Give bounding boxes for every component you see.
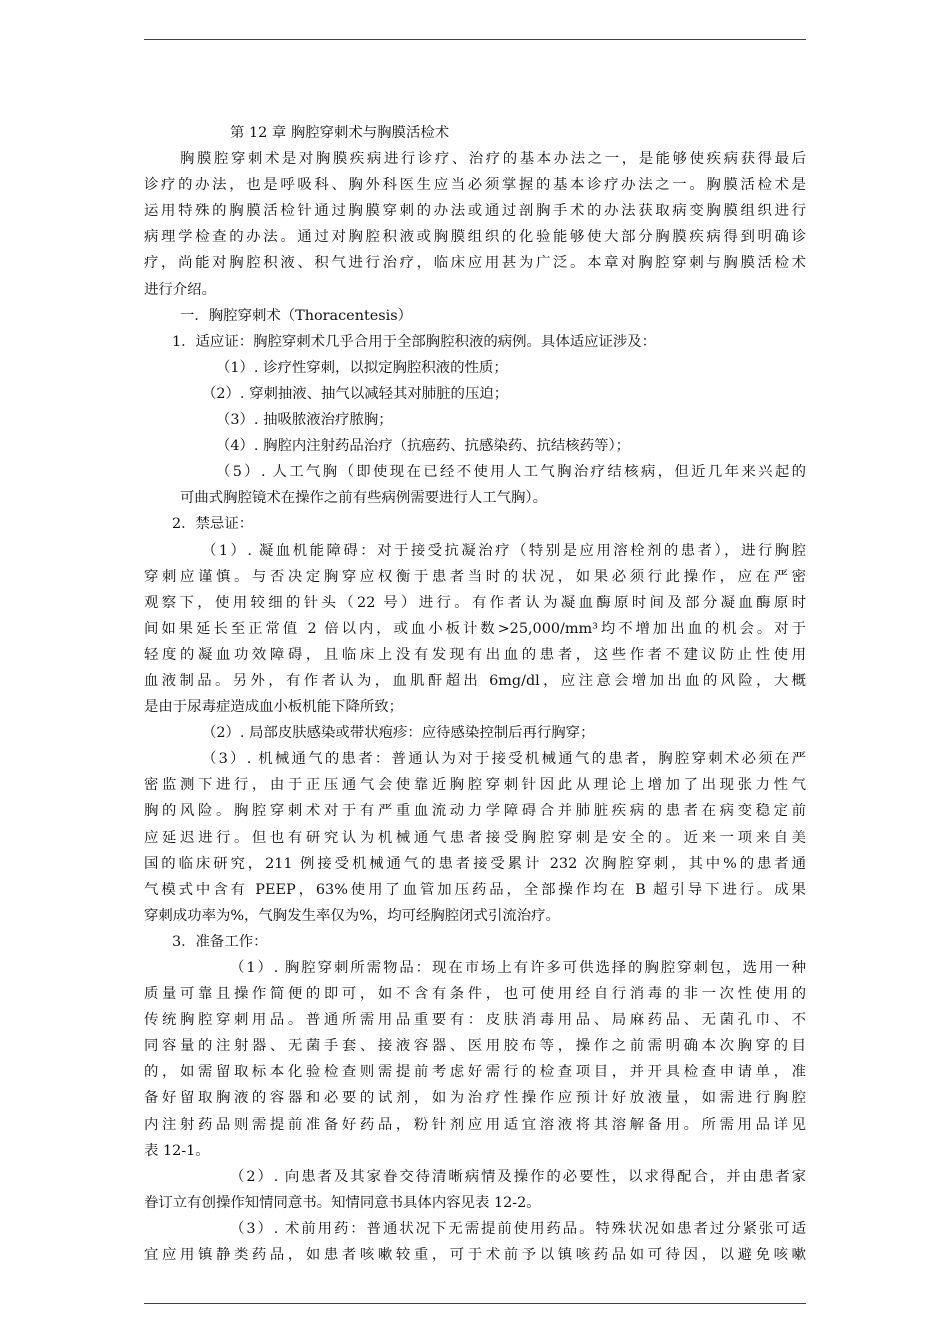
list-item-continued: 可曲式胸腔镜术在操作之前有些病例需要进行人工气胸）。 xyxy=(180,490,547,507)
paragraph-line: 运用特殊的胸膜活检针通过胸膜穿刺的办法或通过剖胸手术的办法获取病变胸膜组织进行 xyxy=(144,203,806,220)
paragraph-line: （1）. 凝血机能障碍：对于接受抗凝治疗（特别是应用溶栓剂的患者），进行胸腔 xyxy=(202,542,806,559)
paragraph-line: 同容量的注射器、无菌手套、接液容器、医用胶布等，操作之前需明确本次胸穿的目 xyxy=(144,1038,806,1055)
paragraph-line: 国的临床研究，211 例接受机械通气的患者接受累计 232 次胸腔穿刺，其中%的患者通 xyxy=(144,855,806,872)
paragraph-line: 是由于尿毒症造成血小板机能下降所致； xyxy=(144,699,404,716)
paragraph-line: 胸的风险。胸腔穿刺术对于有严重血流动力学障碍合并肺脏疾病的患者在病变稳定前 xyxy=(144,803,806,820)
paragraph-line: 进行介绍。 xyxy=(144,281,216,298)
chapter-title: 第 12 章 胸腔穿刺术与胸膜活检术 xyxy=(230,125,450,141)
subsection-heading: 3．准备工作： xyxy=(172,933,268,950)
paragraph-line: 内注射药品则需提前准备好药品，粉针剂应用适宜溶液将其溶解备用。所需用品详见 xyxy=(144,1116,806,1133)
list-item: （1）. 诊疗性穿刺，以拟定胸腔积液的性质； xyxy=(216,359,508,376)
paragraph-line: 轻度的凝血功效障碍，且临床上没有发现有出血的患者，这些作者不建议防止性使用 xyxy=(144,646,806,663)
paragraph-line: 间如果延长至正常值 2 倍以内，或血小板计数>25,000/mm³均不增加出血的机会。对于 xyxy=(144,620,806,637)
list-item: （3）. 抽吸脓液治疗脓胸； xyxy=(216,412,393,429)
list-item: （4）. 胸腔内注射药品治疗（抗癌药、抗感染药、抗结核药等）； xyxy=(216,438,631,455)
paragraph-line: 疗，尚能对胸腔积液、积气进行治疗，临床应用甚为广泛。本章对胸腔穿刺与胸膜活检术 xyxy=(144,255,806,272)
list-item: （2）. 局部皮肤感染或带状疱疹：应待感染控制后再行胸穿； xyxy=(202,725,595,742)
list-item: （2）. 穿刺抽液、抽气以减轻其对肺脏的压迫； xyxy=(202,385,509,402)
paragraph-line: 传统胸腔穿刺用品。普通所需用品重要有：皮肤消毒用品、局麻药品、无菌孔巾、不 xyxy=(144,1012,806,1029)
list-item: （5）. 人工气胸（即使现在已经不使用人工气胸治疗结核病，但近几年来兴起的 xyxy=(216,464,806,481)
paragraph-line: 密监测下进行，由于正压通气会使靠近胸腔穿刺针因此从理论上增加了出现张力性气 xyxy=(144,777,806,794)
paragraph-line: 观察下，使用较细的针头（22 号）进行。有作者认为凝血酶原时间及部分凝血酶原时 xyxy=(144,594,806,611)
paragraph-line: 穿刺应谨慎。与否决定胸穿应权衡于患者当时的状况，如果必须行此操作，应在严密 xyxy=(144,568,806,585)
paragraph-line: 备好留取胸液的容器和必要的试剂，如为治疗性操作应预计好放液量，如需进行胸腔 xyxy=(144,1090,806,1107)
footer-rule xyxy=(144,1303,806,1304)
paragraph-line: 眷订立有创操作知情同意书。知情同意书具体内容见表 12-2。 xyxy=(144,1194,541,1211)
document-page xyxy=(144,120,806,1268)
paragraph-line: 病理学检查的办法。通过对胸腔积液或胸膜组织的化验能够使大部分胸膜疾病得到明确诊 xyxy=(144,229,806,246)
paragraph-line: （1）. 胸腔穿刺所需物品：现在市场上有许多可供选择的胸腔穿刺包，选用一种 xyxy=(230,960,806,976)
paragraph-line: 血液制品。另外，有作者认为，血肌酐超出 6mg/dl，应注意会增加出血的风险，大概 xyxy=(144,672,806,689)
paragraph-line: 胸膜腔穿刺术是对胸膜疾病进行诊疗、治疗的基本办法之一，是能够使疾病获得最后 xyxy=(180,151,806,168)
section-heading: 一．胸腔穿刺术（Thoracentesis） xyxy=(180,307,413,324)
header-rule xyxy=(144,39,806,40)
paragraph-line: 诊疗的办法，也是呼吸科、胸外科医生应当必须掌握的基本诊疗办法之一。胸膜活检术是 xyxy=(144,177,806,194)
paragraph-line: 气模式中含有 PEEP，63%使用了血管加压药品，全部操作均在 B 超引导下进行。成果 xyxy=(144,881,806,898)
paragraph-line: （3）. 术前用药：普通状况下无需提前使用药品。特殊状况如患者过分紧张可适 xyxy=(230,1220,806,1237)
subsection-heading: 1．适应证：胸腔穿刺术几乎合用于全部胸腔积液的病例。具体适应证涉及： xyxy=(172,333,657,350)
paragraph-line: 质量可靠且操作简便的即可，如不含有条件，也可使用经自行消毒的非一次性使用的 xyxy=(144,986,806,1003)
paragraph-line: 表 12-1。 xyxy=(144,1142,210,1159)
paragraph-line: 应延迟进行。但也有研究认为机械通气患者接受胸腔穿刺是安全的。近来一项来自美 xyxy=(144,829,806,846)
subsection-heading: 2．禁忌证： xyxy=(172,516,254,533)
paragraph-line: 的，如需留取标本化验检查则需提前考虑好需行的检查项目，并开具检查申请单，准 xyxy=(144,1064,806,1081)
paragraph-line: （2）. 向患者及其家眷交待清晰病情及操作的必要性，以求得配合，并由患者家 xyxy=(230,1168,806,1185)
paragraph-line: 穿刺成功率为%，气胸发生率仅为%，均可经胸腔闭式引流治疗。 xyxy=(144,907,560,924)
paragraph-line: （3）. 机械通气的患者：普通认为对于接受机械通气的患者，胸腔穿刺术必须在严 xyxy=(202,751,806,768)
paragraph-line: 宜应用镇静类药品，如患者咳嗽较重，可于术前予以镇咳药品如可待因，以避免咳嗽 xyxy=(144,1247,806,1264)
